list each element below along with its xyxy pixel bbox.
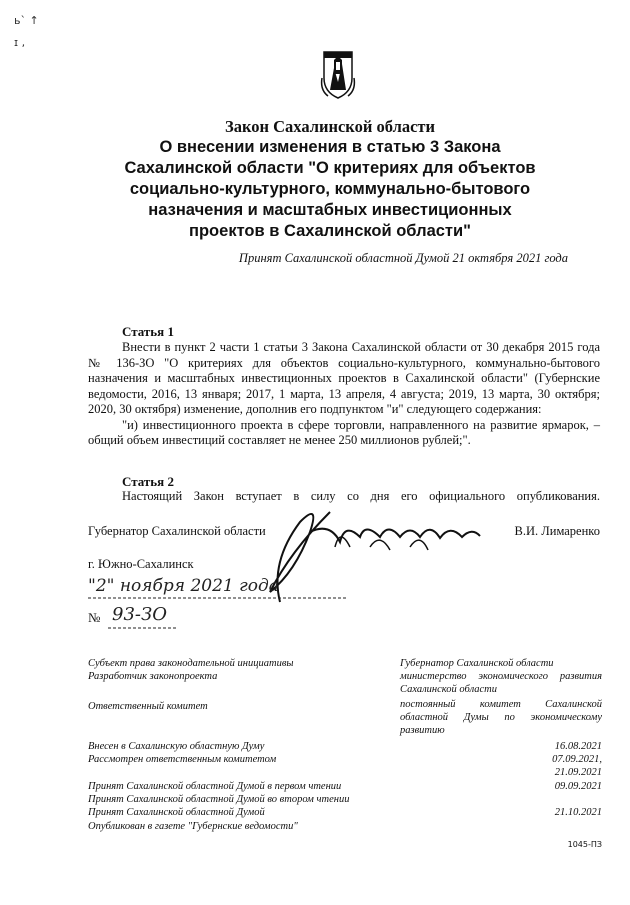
article-1-quote: "и) инвестиционного проекта в сфере торговли, направленного на развитие ярмарок, – общий объем инвестиций составляет не менее 250 миллионов рублей;".	[88, 417, 600, 447]
article-1-body	[88, 340, 600, 449]
article-2-heading: Статья 2	[122, 474, 174, 489]
title-line-5: назначения и масштабных инвестиционных	[148, 201, 512, 219]
history-label-5: Принят Сахалинской областной Думой во втором чтении	[88, 794, 350, 805]
number-label: №	[88, 610, 101, 625]
handwritten-signature	[240, 492, 510, 612]
law-title	[70, 117, 590, 242]
adoption-line: Принят Сахалинской областной Думой 21 октября 2021 года	[238, 251, 568, 265]
meta-developer-value: министерство экономического развития Сахалинской области	[400, 671, 602, 695]
meta-committee-label: Ответственный комитет	[88, 701, 208, 712]
place: г. Южно-Сахалинск	[88, 557, 194, 571]
article-1-text: Внести в пункт 2 части 1 статьи 3 Закона Сахалинской области от 30 декабря 2015 года № 136-ЗО "О критериях для объектов социально-культурного, коммунально-бытового назначения и масштабных инвестиционных проектов в Сахалинской области" (Губернские ведомости, 2016, 13 января; 2017, 1 марта, 13 апреля, 4 августа; 2019, 13 марта, 30 октября; 2020, 30 октября) изменение, дополнив его подпунктом "и" следующего содержания:	[88, 340, 600, 416]
title-line-3: Сахалинской области "О критериях для объектов	[124, 159, 536, 177]
meta-developer-label: Разработчик законопроекта	[88, 671, 218, 682]
title-line-1: Закон Сахалинской области	[224, 117, 436, 136]
article-1-heading: Статья 1	[122, 324, 174, 339]
history-label-6: Принят Сахалинской областной Думой	[88, 807, 265, 818]
history-label-4: Принят Сахалинской областной Думой в первом чтении	[88, 781, 342, 792]
date-underline	[88, 595, 348, 601]
article-2-text: Настоящий Закон вступает в силу со дня его официального опубликования.	[122, 489, 600, 503]
meta-initiative-label: Субъект права законодательной инициативы	[88, 658, 294, 669]
history-label-7: Опубликован в газете "Губернские ведомости"	[88, 821, 298, 832]
corner-mark-1: ь` ↑	[14, 14, 39, 27]
title-line-6: проектов в Сахалинской области"	[189, 222, 471, 240]
history-date-1: 16.08.2021	[554, 741, 602, 752]
corner-mark-2: ɪ ,	[14, 36, 26, 49]
footer-code: 1045-ПЗ	[567, 840, 602, 849]
history-date-6: 21.10.2021	[554, 807, 602, 818]
governor-name: В.И. Лимаренко	[514, 524, 600, 538]
history-date-2: 07.09.2021,	[552, 754, 602, 765]
handwritten-date: "2" ноября 2021 года	[88, 576, 279, 596]
meta-committee-value: постоянный комитет Сахалинской областной Думы по экономическому развитию	[400, 699, 602, 736]
history-label-1: Внесен в Сахалинскую областную Думу	[88, 741, 265, 752]
corner-marks	[14, 10, 39, 54]
handwritten-number: 93-ЗО	[112, 604, 167, 625]
history-label-2: Рассмотрен ответственным комитетом	[88, 754, 277, 765]
meta-initiative-value: Губернатор Сахалинской области	[400, 658, 554, 669]
coat-of-arms-icon	[320, 48, 356, 100]
number-underline	[108, 626, 178, 630]
title-line-2: О внесении изменения в статью 3 Закона	[159, 138, 501, 156]
governor-position: Губернатор Сахалинской области	[88, 524, 266, 538]
history-date-4: 09.09.2021	[554, 781, 602, 792]
title-line-4: социально-культурного, коммунально-бытового	[129, 180, 531, 198]
history-date-3: 21.09.2021	[554, 767, 602, 778]
